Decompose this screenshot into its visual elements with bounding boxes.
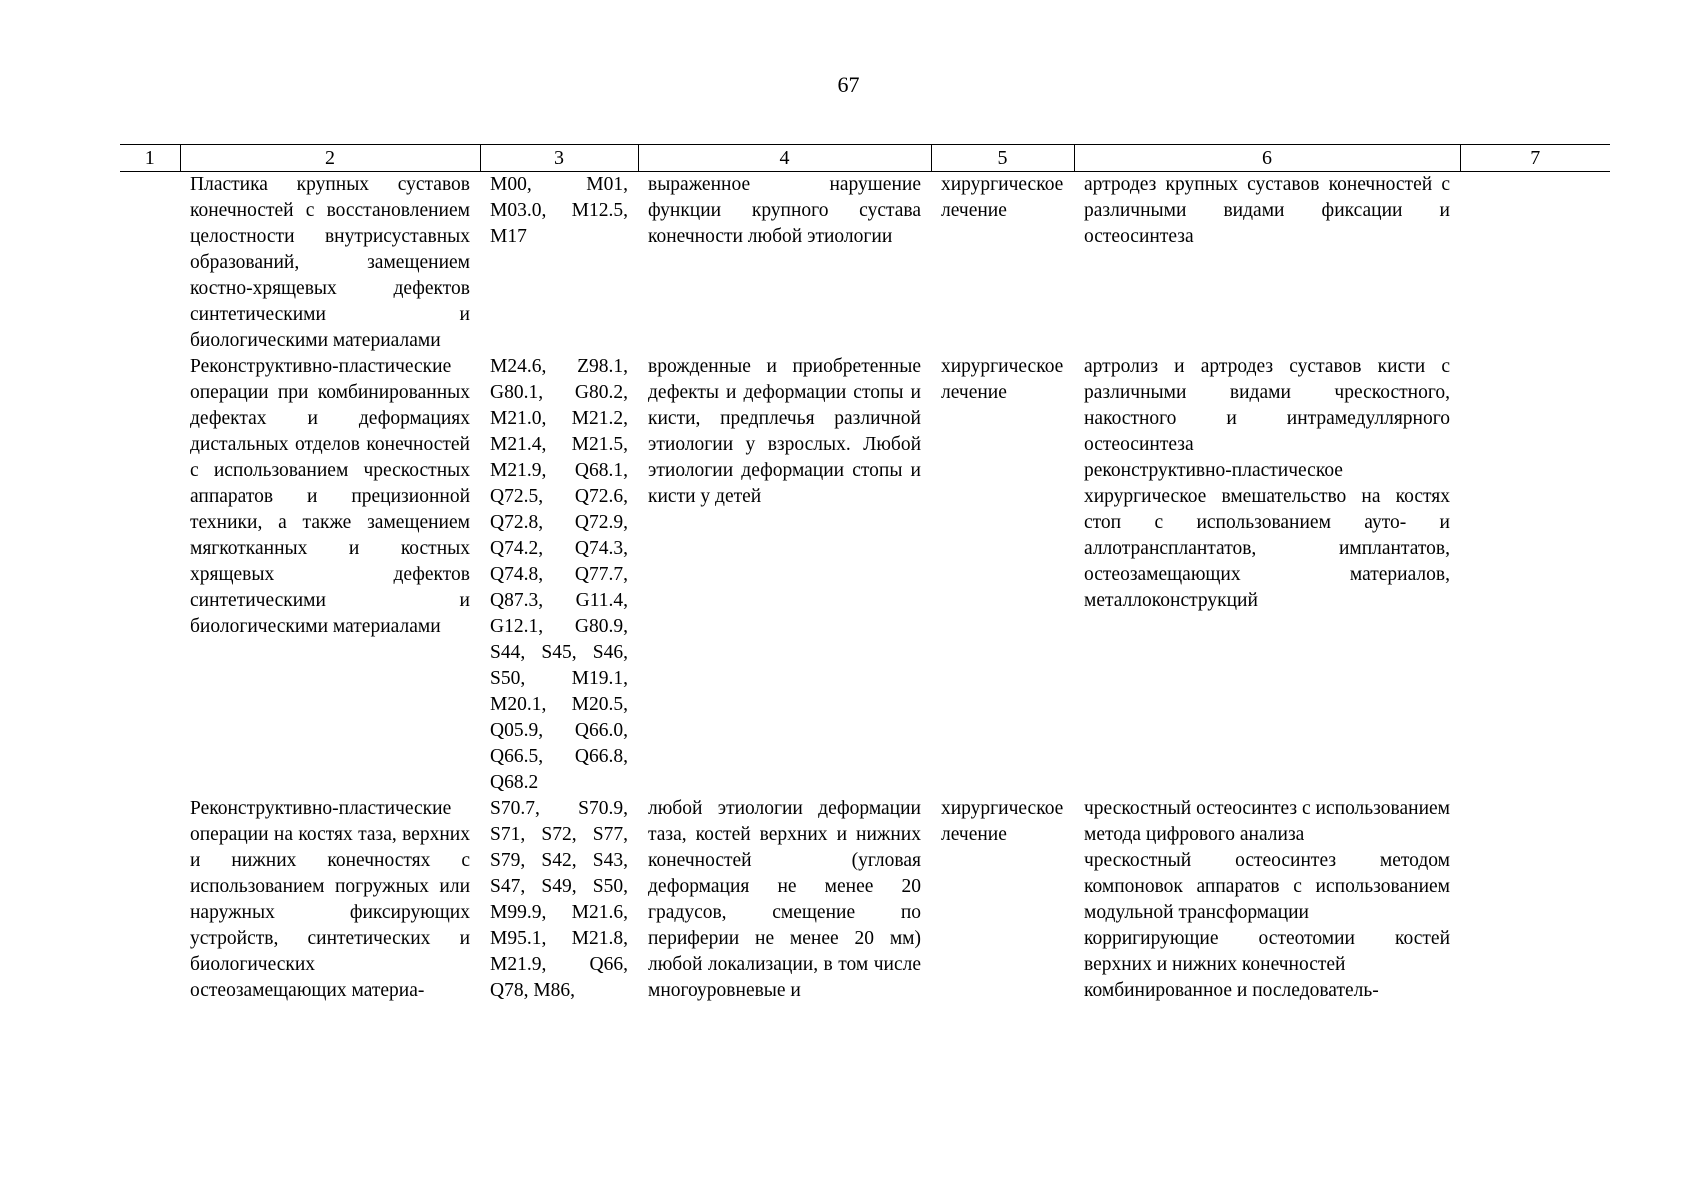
cell-treatment-type: хирургическое лечение: [941, 356, 1064, 403]
table-row: [120, 172, 1610, 355]
treatment-method-item: реконструктивно-пластическое хирургическое вмешательство на костях стоп с использованием ауто- и аллотрансплантатов, имплантатов, остеозамещающих материалов, металлоконструкций: [1084, 460, 1450, 611]
cell-icd-codes: M24.6, Z98.1, G80.1, G80.2, M21.0, M21.2, M21.4, M21.5, M21.9, Q68.1, Q72.5, Q72.6, Q72.8, Q72.9, Q74.2, Q74.3, Q74.8, Q77.7, Q87.3, G11.4, G12.1, G80.9, S44, S45, S46, S50, M19.1, M20.1, M20.5, Q05.9, Q66.0, Q66.5, Q66.8, Q68.2: [490, 356, 628, 793]
treatment-method-item: чрескостный остеосинтез методом компоновок аппаратов с использованием модульной трансформации: [1084, 850, 1450, 923]
cell-treatment-method: артродез крупных суставов конечностей с различными видами фиксации и остеосинтеза: [1084, 174, 1450, 247]
column-header-3: 3: [480, 145, 638, 172]
cell-number: [120, 172, 180, 355]
document-table: [120, 144, 1610, 1004]
cell-cost: [1460, 172, 1610, 355]
column-header-2: 2: [180, 145, 480, 172]
cell-cost: [1460, 354, 1610, 796]
cell-patient-model: любой этиологии деформации таза, костей верхних и нижних конечностей (угловая деформация не менее 20 градусов, смещение по периферии не менее 20 мм) любой локализации, в том числе многоуровневые и: [648, 798, 921, 1001]
cell-treatment-type: хирургическое лечение: [941, 798, 1064, 845]
cell-number: [120, 354, 180, 796]
column-header-6: 6: [1074, 145, 1460, 172]
treatment-method-item: комбинированное и последователь-: [1084, 980, 1379, 1001]
cell-icd-codes: S70.7, S70.9, S71, S72, S77, S79, S42, S43, S47, S49, S50, M99.9, M21.6, M95.1, M21.8, M21.9, Q66, Q78, M86,: [490, 798, 628, 1001]
table-header-row: [120, 145, 1610, 172]
treatment-method-item: артролиз и артродез суставов кисти с различными видами чрескостного, накостного и интрамедуллярного остеосинтеза: [1084, 356, 1450, 455]
column-header-5: 5: [931, 145, 1074, 172]
table-row: [120, 796, 1610, 1004]
cell-patient-model: врожденные и приобретенные дефекты и деформации стопы и кисти, предплечья различной этиологии у взрослых. Любой этиологии деформации стопы и кисти у детей: [648, 356, 921, 507]
cell-procedure-name: Реконструктивно-пластические операции на костях таза, верхних и нижних конечностях с использованием погружных или наружных фиксирующих устройств, синтетических и биологических остеозамещающих материа-: [190, 798, 470, 1001]
column-header-4: 4: [638, 145, 931, 172]
cell-patient-model: выраженное нарушение функции крупного сустава конечности любой этиологии: [648, 174, 921, 247]
cell-number: [120, 796, 180, 1004]
table-row: [120, 354, 1610, 796]
column-header-1: 1: [120, 145, 180, 172]
cell-treatment-method: [1074, 796, 1460, 1004]
cell-procedure-name: Пластика крупных суставов конечностей с восстановлением целостности внутрисуставных образований, замещением костно-хрящевых дефектов синтетическими и биологическими материалами: [190, 174, 470, 351]
page-number: 67: [837, 72, 860, 97]
treatment-method-item: корригирующие остеотомии костей верхних и нижних конечностей: [1084, 928, 1450, 975]
cell-treatment-type: хирургическое лечение: [941, 174, 1064, 221]
document-table-container: [120, 144, 1610, 1004]
cell-cost: [1460, 796, 1610, 1004]
cell-treatment-method: [1074, 354, 1460, 796]
cell-icd-codes: M00, M01, M03.0, M12.5, M17: [490, 174, 628, 247]
cell-procedure-name: Реконструктивно-пластические операции при комбинированных дефектах и деформациях дистальных отделов конечностей с использованием чрескостных аппаратов и прецизионной техники, а также замещением мягкотканных и костных хрящевых дефектов синтетическими и биологическими материалами: [190, 356, 470, 637]
treatment-method-item: чрескостный остеосинтез с использованием метода цифрового анализа: [1084, 798, 1450, 845]
column-header-7: 7: [1460, 145, 1610, 172]
